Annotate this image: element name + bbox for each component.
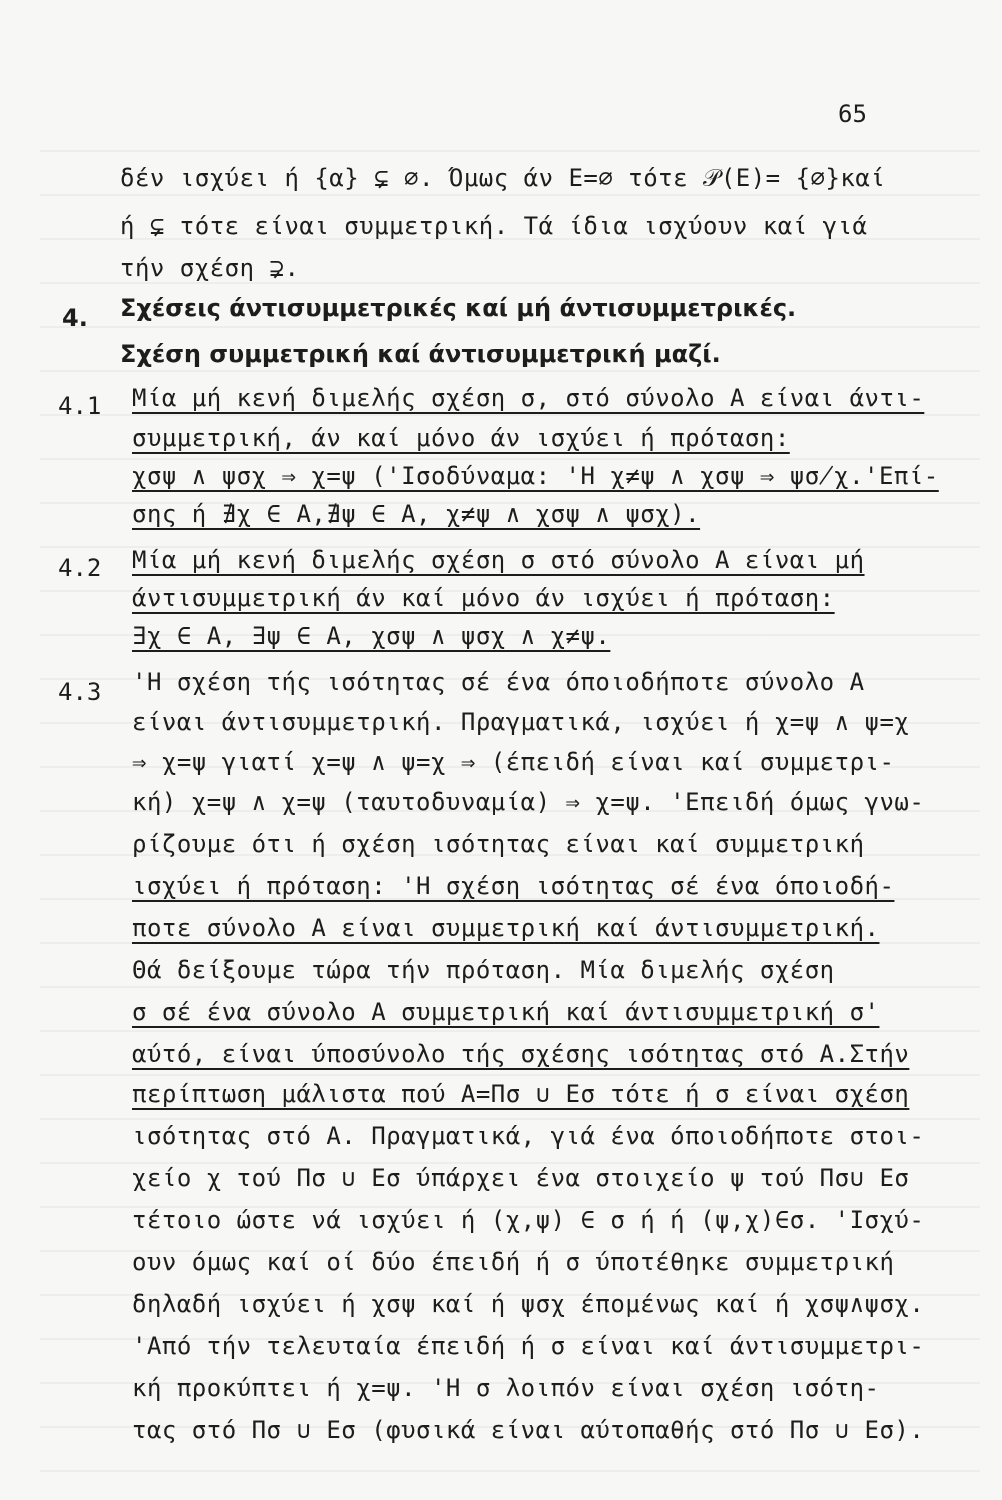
item-number: 4.3 bbox=[58, 678, 102, 706]
item-number: 4.2 bbox=[58, 554, 102, 582]
text-line: 'Η σχέση τής ισότητας σέ ένα όποιοδήποτε σύνολο Α bbox=[132, 668, 865, 696]
text-line: δέν ισχύει ή {α} ⊊ ∅. Όμως άν Ε=∅ τότε 𝒫(Ε)= {∅}καί bbox=[120, 164, 886, 192]
text-line: ισχύει ή πρόταση: 'Η σχέση ισότητας σέ ένα όποιοδή- bbox=[132, 872, 895, 900]
text-line: τέτοιο ώστε νά ισχύει ή (χ,ψ) ∈ σ ή ή (ψ,χ)∈σ. 'Ισχύ- bbox=[132, 1206, 925, 1234]
text-line: 'Από τήν τελευταία έπειδή ή σ είναι καί άντισυμμετρι- bbox=[132, 1332, 925, 1360]
text-line: ∃χ ∈ Α, ∃ψ ∈ Α, χσψ ∧ ψσχ ∧ χ≠ψ. bbox=[132, 622, 611, 650]
text-line: άντισυμμετρική άν καί μόνο άν ισχύει ή πρόταση: bbox=[132, 584, 835, 612]
page-number: 65 bbox=[838, 100, 867, 128]
text-line: τας στό Πσ ∪ Εσ (φυσικά είναι αύτοπαθής στό Πσ ∪ Εσ). bbox=[132, 1416, 925, 1444]
text-line: Θά δείξουμε τώρα τήν πρόταση. Μία διμελής σχέση bbox=[132, 956, 835, 984]
text-line: κή) χ=ψ ∧ χ=ψ (ταυτοδυναμία) ⇒ χ=ψ. 'Επειδή όμως γνω- bbox=[132, 788, 925, 816]
text-line: Μία μή κενή διμελής σχέση σ, στό σύνολο Α είναι άντι- bbox=[132, 384, 925, 412]
text-line: περίπτωση μάλιστα πού Α=Πσ ∪ Εσ τότε ή σ είναι σχέση bbox=[132, 1080, 910, 1108]
text-line: Μία μή κενή διμελής σχέση σ στό σύνολο Α είναι μή bbox=[132, 546, 865, 574]
text-line: αύτό, είναι ύποσύνολο τής σχέσης ισότητας στό Α.Στήν bbox=[132, 1040, 910, 1068]
section-title: Σχέσεις άντισυμμετρικές καί μή άντισυμμετρικές. bbox=[120, 294, 797, 322]
text-line: σ σέ ένα σύνολο Α συμμετρική καί άντισυμμετρική σ' bbox=[132, 998, 880, 1026]
text-line: ποτε σύνολο Α είναι συμμετρική καί άντισυμμετρική. bbox=[132, 914, 880, 942]
text-line: συμμετρική, άν καί μόνο άν ισχύει ή πρόταση: bbox=[132, 424, 790, 452]
item-number: 4.1 bbox=[58, 392, 102, 420]
text-line: ή ⊊ τότε είναι συμμετρική. Τά ίδια ισχύουν καί γιά bbox=[120, 212, 868, 240]
text-line: χείο χ τού Πσ ∪ Εσ ύπάρχει ένα στοιχείο ψ τού Πσ∪ Εσ bbox=[132, 1164, 910, 1192]
section-subtitle: Σχέση συμμετρική καί άντισυμμετρική μαζί. bbox=[120, 340, 721, 368]
text-line: σης ή ∄χ ∈ Α,∄ψ ∈ Α, χ≠ψ ∧ χσψ ∧ ψσχ). bbox=[132, 500, 701, 528]
text-line: δηλαδή ισχύει ή χσψ καί ή ψσχ έπομένως καί ή χσψ∧ψσχ. bbox=[132, 1290, 925, 1318]
section-number: 4. bbox=[62, 304, 88, 332]
text-line: ρίζουμε ότι ή σχέση ισότητας είναι καί συμμετρική bbox=[132, 830, 865, 858]
text-line: χσψ ∧ ψσχ ⇒ χ=ψ ('Ισοδύναμα: 'Η χ≠ψ ∧ χσψ ⇒ ψσ̸χ.'Επί- bbox=[132, 462, 939, 490]
text-line: κή προκύπτει ή χ=ψ. 'Η σ λοιπόν είναι σχέση ισότη- bbox=[132, 1374, 880, 1402]
text-line: ισότητας στό Α. Πραγματικά, γιά ένα όποιοδήποτε στοι- bbox=[132, 1122, 925, 1150]
text-line: ουν όμως καί οί δύο έπειδή ή σ ύποτέθηκε συμμετρική bbox=[132, 1248, 895, 1276]
text-line: ⇒ χ=ψ γιατί χ=ψ ∧ ψ=χ ⇒ (έπειδή είναι καί συμμετρι- bbox=[132, 748, 895, 776]
text-line: τήν σχέση ⊋. bbox=[120, 254, 300, 282]
text-line: είναι άντισυμμετρική. Πραγματικά, ισχύει ή χ=ψ ∧ ψ=χ bbox=[132, 708, 910, 736]
